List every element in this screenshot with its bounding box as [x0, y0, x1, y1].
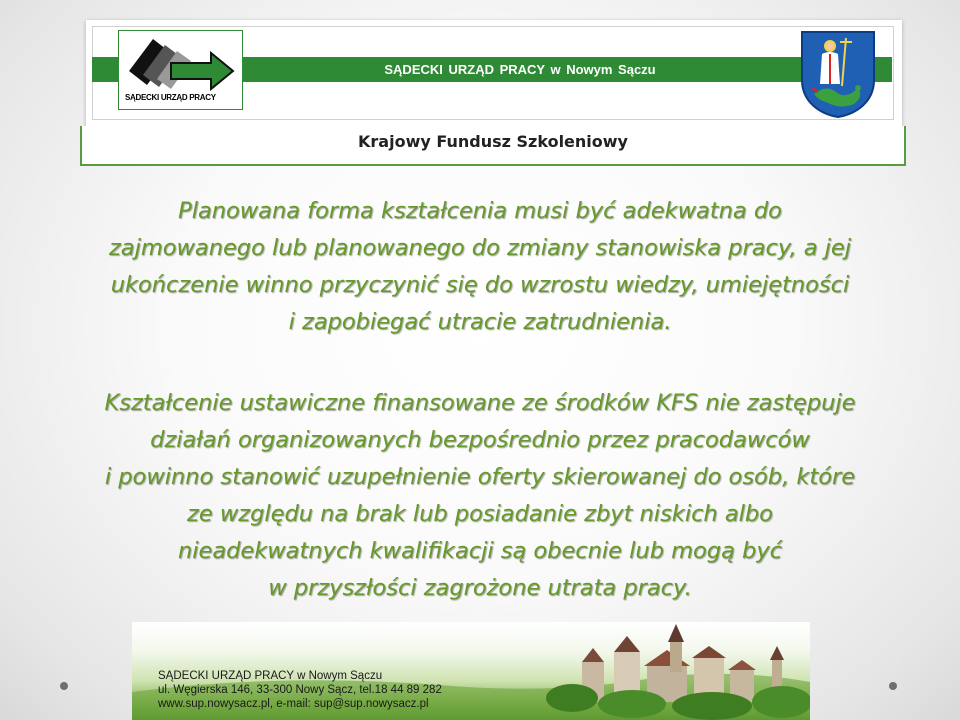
paragraph-line: zajmowanego lub planowanego do zmiany stanowiska pracy, a jej: [108, 235, 852, 261]
paragraph-line: Planowana forma kształcenia musi być adekwatna do: [178, 198, 782, 224]
paragraph-line: w przyszłości zagrożone utrata pracy.: [268, 575, 692, 601]
header-title: SĄDECKI URZĄD PRACY w Nowym Sączu: [384, 62, 656, 77]
sup-logo: [118, 30, 243, 110]
next-slide-dot[interactable]: [889, 682, 897, 690]
paragraph-line: działań organizowanych bezpośrednio przez pracodawców: [150, 427, 810, 453]
page-subtitle: Krajowy Fundusz Szkoleniowy: [358, 132, 628, 151]
paragraph-1: [30, 193, 930, 341]
footer-address: ul. Węgierska 146, 33-300 Nowy Sącz, tel.18 44 89 282: [158, 684, 442, 696]
paragraph-line: i powinno stanowić uzupełnienie oferty skierowanej do osób, które: [104, 464, 856, 490]
footer-org-name: SĄDECKI URZĄD PRACY w Nowym Sączu: [158, 670, 383, 682]
paragraph-line: Kształcenie ustawiczne finansowane ze środków KFS nie zastępuje: [104, 390, 856, 416]
footer-contact: www.sup.nowysacz.pl, e-mail: sup@sup.nowysacz.pl: [158, 698, 429, 710]
paragraph-line: ze względu na brak lub posiadanie zbyt niskich albo: [187, 501, 773, 527]
paragraph-line: nieadekwatnych kwalifikacji są obecnie lub mogą być: [177, 538, 783, 564]
paragraph-line: i zapobiegać utracie zatrudnienia.: [288, 309, 672, 335]
logo-text: SĄDECKI URZĄD PRACY: [125, 93, 216, 102]
nowy-sacz-coat-of-arms-icon: [800, 30, 876, 118]
paragraph-line: ukończenie winno przyczynić się do wzrostu wiedzy, umiejętności: [110, 272, 850, 298]
paragraph-2: [30, 385, 930, 607]
prev-slide-dot[interactable]: [60, 682, 68, 690]
